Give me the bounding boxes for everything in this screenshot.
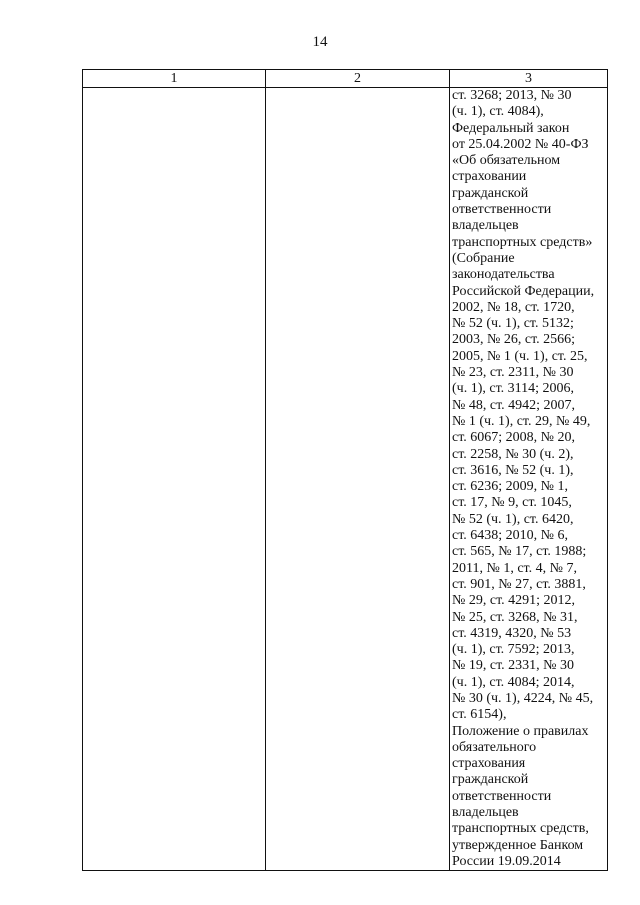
text-line: России 19.09.2014 [452,853,561,869]
text-line: ответственности [452,788,552,804]
text-line: законодательства [452,267,555,283]
text-line: ст. 565, № 17, ст. 1988; [452,544,587,560]
text-line: (ч. 1), ст. 4084; 2014, [452,674,575,690]
column-header-2: 2 [266,70,450,88]
column-header-3: 3 [450,70,608,88]
text-line: № 1 (ч. 1), ст. 29, № 49, [452,413,591,429]
text-line: обязательного [452,739,537,755]
text-line: ст. 2258, № 30 (ч. 2), [452,446,574,462]
text-line: (Собрание [452,250,515,266]
text-line: 2005, № 1 (ч. 1), ст. 25, [452,348,588,364]
text-line: страховании [452,169,527,185]
text-line: № 29, ст. 4291; 2012, [452,593,576,609]
text-line: (ч. 1), ст. 3114; 2006, [452,381,575,397]
text-line: страхования [452,756,526,772]
text-line: № 30 (ч. 1), 4224, № 45, [452,690,594,706]
text-line: № 19, ст. 2331, № 30 [452,658,574,674]
text-line: 2011, № 1, ст. 4, № 7, [452,560,577,576]
text-line: Федеральный закон [452,120,570,136]
text-line: (ч. 1), ст. 4084), [452,104,544,120]
text-line: ст. 6236; 2009, № 1, [452,479,569,495]
table-row [83,88,608,871]
text-line: ст. 17, № 9, ст. 1045, [452,495,572,511]
text-line: № 25, ст. 3268, № 31, [452,609,578,625]
column-header-1: 1 [83,70,266,88]
text-line: ст. 6438; 2010, № 6, [452,528,569,544]
text-line: № 23, ст. 2311, № 30 [452,365,574,381]
text-line: ст. 3268; 2013, № 30 [452,88,572,103]
document-table [82,69,608,871]
table-header-row [83,70,608,88]
text-line: 2003, № 26, ст. 2566; [452,332,576,348]
text-line: ст. 3616, № 52 (ч. 1), [452,462,574,478]
text-line: транспортных средств, [452,821,589,837]
text-line: ответственности [452,202,552,218]
text-line: владельцев [452,218,519,234]
text-line: «Об обязательном [452,153,561,169]
text-line: 2002, № 18, ст. 1720, [452,299,575,315]
table-cell-col2 [266,88,450,871]
text-line: от 25.04.2002 № 40-ФЗ [452,136,589,152]
table-cell-col3 [450,88,608,871]
text-line: гражданской [452,772,529,788]
text-line: транспортных средств» [452,234,593,250]
text-line: № 52 (ч. 1), ст. 6420, [452,511,574,527]
text-line: ст. 6067; 2008, № 20, [452,430,576,446]
page-number: 14 [312,34,328,50]
text-line: Российской Федерации, [452,283,595,299]
text-line: утвержденное Банком [452,837,584,853]
text-line: № 52 (ч. 1), ст. 5132; [452,316,574,332]
text-line: гражданской [452,185,529,201]
legal-references-text [450,88,607,870]
text-line: (ч. 1), ст. 7592; 2013, [452,642,575,658]
text-line: Положение о правилах [452,723,589,739]
text-line: № 48, ст. 4942; 2007, [452,397,576,413]
text-line: ст. 901, № 27, ст. 3881, [452,576,586,592]
text-line: ст. 6154), [452,707,507,723]
table-cell-col1 [83,88,266,871]
text-line: владельцев [452,805,519,821]
text-line: ст. 4319, 4320, № 53 [452,625,572,641]
